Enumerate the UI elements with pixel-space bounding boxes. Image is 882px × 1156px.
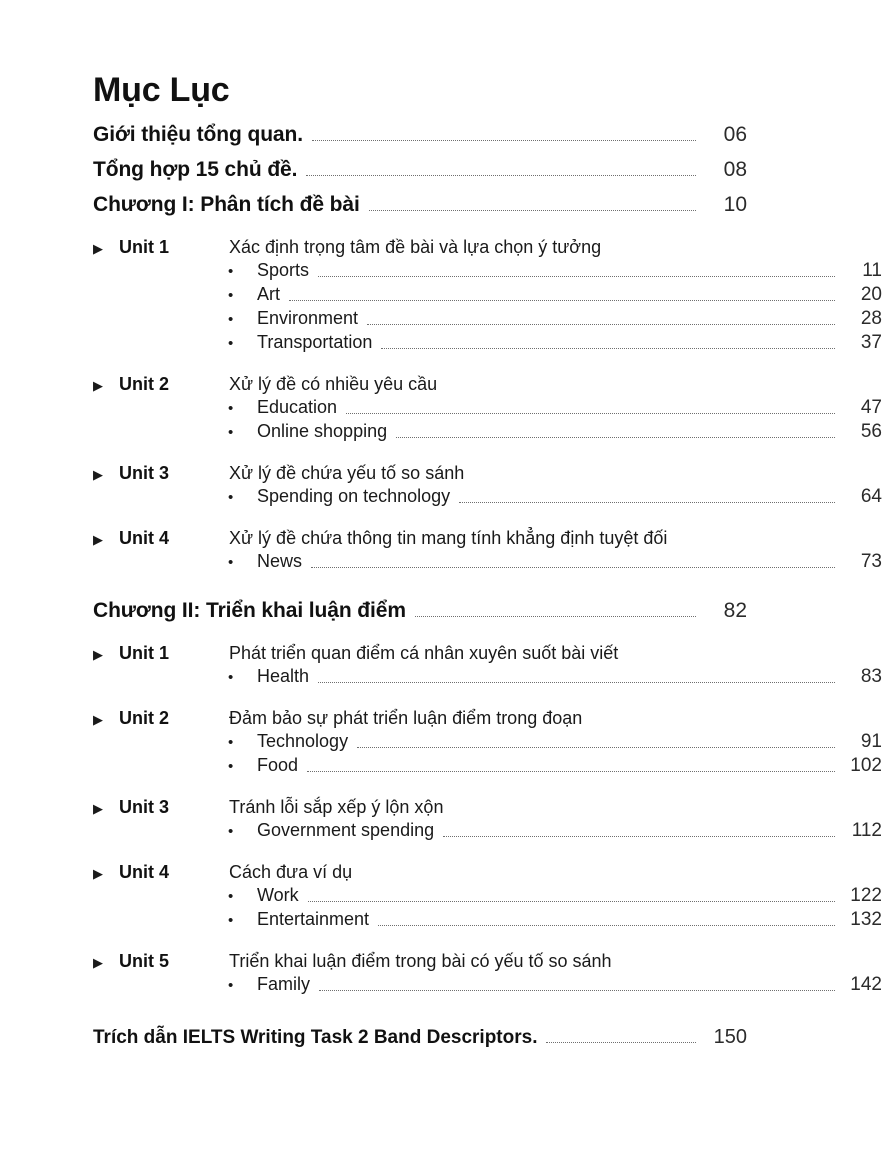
topic-entry[interactable] [228, 755, 882, 777]
topic-entry[interactable] [228, 332, 882, 354]
chapter-section [91, 193, 882, 573]
bullet-icon: • [228, 335, 234, 353]
front-matter-list [91, 123, 745, 182]
front-matter-page-number: 06 [723, 123, 747, 147]
topic-entry[interactable] [228, 666, 882, 688]
leader-dots [346, 412, 835, 414]
topic-list [91, 397, 882, 443]
unit-header[interactable] [91, 643, 745, 664]
topic-entry[interactable] [228, 486, 882, 508]
chapter-section [91, 599, 882, 996]
topic-entry[interactable] [228, 974, 882, 996]
topic-page-number: 132 [850, 909, 882, 931]
triangle-right-icon: ▶ [93, 866, 103, 882]
front-matter-entry[interactable] [93, 158, 747, 182]
leader-dots [312, 139, 696, 141]
topic-page-number: 122 [850, 885, 882, 907]
topic-label: Work [257, 885, 299, 906]
unit-description: Cách đưa ví dụ [229, 862, 353, 883]
topic-entry[interactable] [228, 731, 882, 753]
topic-label: News [257, 551, 303, 572]
topic-entry[interactable] [228, 551, 882, 573]
topic-list [91, 486, 882, 508]
bullet-icon: • [228, 311, 234, 329]
topic-page-number: 56 [860, 421, 882, 443]
unit-block [91, 528, 882, 573]
leader-dots [378, 924, 835, 926]
leader-dots [357, 746, 835, 748]
back-matter-label: Trích dẫn IELTS Writing Task 2 Band Descriptors. [93, 1027, 538, 1049]
unit-description: Đảm bảo sự phát triển luận điểm trong đoạn [229, 708, 583, 729]
leader-dots [367, 323, 835, 325]
topic-page-number: 112 [851, 820, 882, 842]
leader-dots [546, 1041, 696, 1043]
chapter-page-number: 10 [723, 193, 747, 217]
topic-label: Food [257, 755, 299, 776]
unit-description: Xử lý đề có nhiều yêu cầu [229, 374, 438, 395]
unit-name: Unit 3 [119, 463, 170, 484]
topic-list [91, 731, 882, 777]
chapter-label: Chương II: Triển khai luận điểm [93, 599, 406, 623]
leader-dots [308, 900, 835, 902]
chapter-entry[interactable] [93, 599, 747, 623]
topic-label: Environment [257, 308, 359, 329]
topic-label: Transportation [257, 332, 373, 353]
topic-page-number: 11 [862, 260, 882, 282]
topic-entry[interactable] [228, 885, 882, 907]
unit-header[interactable] [91, 797, 745, 818]
triangle-right-icon: ▶ [93, 241, 103, 257]
leader-dots [318, 275, 835, 277]
leader-dots [289, 299, 835, 301]
topic-entry[interactable] [228, 308, 882, 330]
unit-name: Unit 2 [119, 708, 170, 729]
topic-page-number: 91 [860, 731, 882, 753]
topic-page-number: 73 [860, 551, 882, 573]
leader-dots [307, 770, 835, 772]
unit-header[interactable] [91, 528, 745, 549]
unit-header[interactable] [91, 951, 745, 972]
triangle-right-icon: ▶ [93, 712, 103, 728]
unit-block [91, 463, 882, 508]
chapter-entry[interactable] [93, 193, 747, 217]
leader-dots [443, 835, 835, 837]
topic-label: Entertainment [257, 909, 370, 930]
unit-name: Unit 4 [119, 528, 170, 549]
unit-block [91, 797, 882, 842]
front-matter-page-number: 08 [723, 158, 747, 182]
topic-label: Online shopping [257, 421, 388, 442]
front-matter-entry[interactable] [93, 123, 747, 147]
back-matter-entry[interactable] [93, 1026, 747, 1049]
topic-list [91, 260, 882, 354]
unit-name: Unit 3 [119, 797, 170, 818]
unit-description: Xử lý đề chứa thông tin mang tính khẳng định tuyệt đối [229, 528, 668, 549]
leader-dots [369, 209, 696, 211]
bullet-icon: • [228, 669, 234, 687]
triangle-right-icon: ▶ [93, 647, 103, 663]
topic-list [91, 885, 882, 931]
unit-header[interactable] [91, 463, 745, 484]
topic-page-number: 83 [860, 666, 882, 688]
unit-description: Triển khai luận điểm trong bài có yếu tố so sánh [229, 951, 612, 972]
unit-name: Unit 1 [119, 643, 170, 664]
topic-list [91, 974, 882, 996]
unit-description: Tránh lỗi sắp xếp ý lộn xộn [229, 797, 444, 818]
topic-label: Technology [257, 731, 349, 752]
back-matter-page-number: 150 [713, 1026, 747, 1049]
bullet-icon: • [228, 823, 234, 841]
topic-label: Health [257, 666, 310, 687]
topic-entry[interactable] [228, 284, 882, 306]
unit-name: Unit 1 [119, 237, 170, 258]
leader-dots [318, 681, 835, 683]
unit-block [91, 708, 882, 777]
front-matter-label: Tổng hợp 15 chủ đề. [93, 158, 298, 182]
topic-entry[interactable] [228, 909, 882, 931]
bullet-icon: • [228, 263, 234, 281]
unit-header[interactable] [91, 374, 745, 395]
topic-entry[interactable] [228, 260, 882, 282]
topic-label: Government spending [257, 820, 435, 841]
unit-header[interactable] [91, 862, 745, 883]
topic-page-number: 28 [860, 308, 882, 330]
topic-page-number: 20 [860, 284, 882, 306]
topic-entry[interactable] [228, 397, 882, 419]
triangle-right-icon: ▶ [93, 378, 103, 394]
page-title: Mục Lục [93, 71, 230, 109]
bullet-icon: • [228, 287, 234, 305]
unit-name: Unit 5 [119, 951, 170, 972]
leader-dots [381, 347, 835, 349]
bullet-icon: • [228, 400, 234, 418]
triangle-right-icon: ▶ [93, 801, 103, 817]
leader-dots [319, 989, 835, 991]
leader-dots [306, 174, 696, 176]
triangle-right-icon: ▶ [93, 955, 103, 971]
unit-description: Xác định trọng tâm đề bài và lựa chọn ý tưởng [229, 237, 602, 258]
front-matter-label: Giới thiệu tổng quan. [93, 123, 303, 147]
leader-dots [459, 501, 835, 503]
topic-label: Education [257, 397, 338, 418]
topic-page-number: 102 [850, 755, 882, 777]
topic-label: Spending on technology [257, 486, 451, 507]
bullet-icon: • [228, 424, 234, 442]
topic-page-number: 142 [850, 974, 882, 996]
topic-label: Sports [257, 260, 310, 281]
triangle-right-icon: ▶ [93, 532, 103, 548]
unit-block [91, 374, 882, 443]
unit-description: Xử lý đề chứa yếu tố so sánh [229, 463, 465, 484]
unit-header[interactable] [91, 708, 745, 729]
triangle-right-icon: ▶ [93, 467, 103, 483]
unit-block [91, 951, 882, 996]
unit-name: Unit 2 [119, 374, 170, 395]
topic-list [91, 666, 882, 688]
topic-label: Art [257, 284, 281, 305]
unit-description: Phát triển quan điểm cá nhân xuyên suốt bài viết [229, 643, 619, 664]
chapter-page-number: 82 [723, 599, 747, 623]
topic-label: Family [257, 974, 310, 995]
bullet-icon: • [228, 912, 234, 930]
topic-entry[interactable] [228, 820, 882, 842]
topic-list [91, 551, 882, 573]
topic-page-number: 37 [860, 332, 882, 354]
topic-page-number: 64 [860, 486, 882, 508]
unit-block [91, 862, 882, 931]
bullet-icon: • [228, 554, 234, 572]
unit-block [91, 643, 882, 688]
bullet-icon: • [228, 977, 234, 995]
leader-dots [311, 566, 835, 568]
leader-dots [415, 615, 696, 617]
topic-entry[interactable] [228, 421, 882, 443]
chapter-list [91, 193, 882, 996]
leader-dots [396, 436, 835, 438]
unit-header[interactable] [91, 237, 745, 258]
chapter-label: Chương I: Phân tích đề bài [93, 193, 360, 217]
topic-page-number: 47 [860, 397, 882, 419]
bullet-icon: • [228, 734, 234, 752]
unit-name: Unit 4 [119, 862, 170, 883]
bullet-icon: • [228, 758, 234, 776]
bullet-icon: • [228, 489, 234, 507]
bullet-icon: • [228, 888, 234, 906]
topic-list [91, 820, 882, 842]
unit-block [91, 237, 882, 354]
